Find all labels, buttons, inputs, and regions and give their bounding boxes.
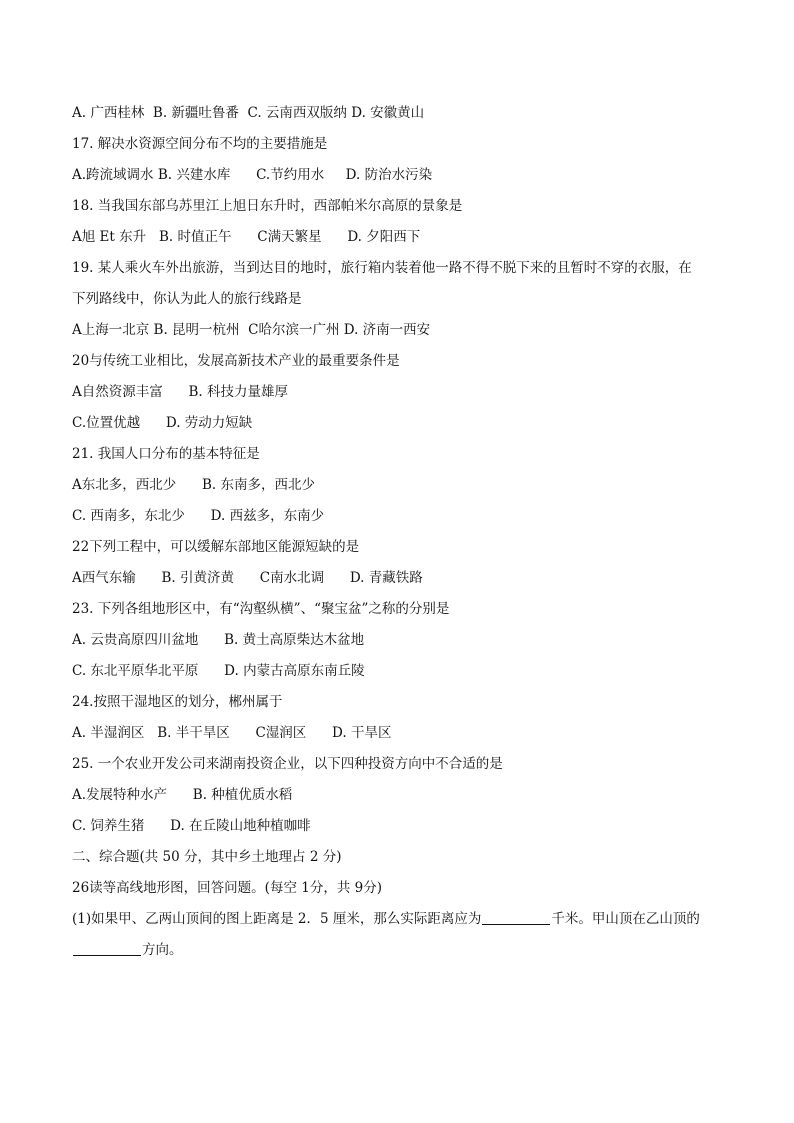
q17-options: A.跨流域调水 B. 兴建水库 C.节约用水 D. 防治水污染 (72, 167, 433, 183)
q18-options: A旭 Et 东升 B. 时值正午 C满天繁星 D. 夕阳西下 (72, 229, 421, 245)
q21-options-cd: C. 西南多，东北少 D. 西兹多，东南少 (72, 508, 325, 524)
q26-part1-text-c: 方向。 (142, 942, 183, 958)
q25-options-ab: A.发展特种水产 B. 种植优质水稻 (72, 787, 293, 803)
q22-options: A西气东输 B. 引黄济黄 C南水北调 D. 青藏铁路 (72, 570, 423, 586)
q16-options: A. 广西桂林 B. 新疆吐鲁番 C. 云南西双版纳 D. 安徽黄山 (72, 105, 425, 121)
q18-stem: 18. 当我国东部乌苏里江上旭日东升时，西部帕米尔高原的景象是 (72, 198, 463, 214)
q23-stem: 23. 下列各组地形区中，有“沟壑纵横”、“聚宝盆”之称的分别是 (72, 601, 450, 617)
q22-stem: 22下列工程中，可以缓解东部地区能源短缺的是 (72, 539, 360, 555)
q26-part1-text-b: 千米。甲山顶在乙山顶的 (551, 911, 700, 927)
q19-stem: 19. 某人乘火车外出旅游，当到达目的地时，旅行箱内装着他一路不得不脱下来的且暂时不穿的衣服，在 (72, 260, 692, 276)
q26-part1-text-a: (1)如果甲、乙两山顶间的图上距离是 2．5 厘米，那么实际距离应为 (72, 911, 482, 927)
q26-part1-cont (72, 935, 722, 966)
q26-part1 (72, 904, 722, 935)
q25-stem: 25. 一个农业开发公司来湖南投资企业，以下四种投资方向中不合适的是 (72, 756, 503, 772)
q20-stem: 20与传统工业相比，发展高新技术产业的最重要条件是 (72, 353, 400, 369)
q17-stem: 17. 解决水资源空间分布不均的主要措施是 (72, 136, 328, 152)
q23-options-cd: C. 东北平原华北平原 D. 内蒙古高原东南丘陵 (72, 663, 365, 679)
answer-blank-direction[interactable] (73, 941, 141, 956)
q19-stem-cont: 下列路线中，你认为此人的旅行线路是 (72, 291, 302, 307)
q21-options-ab: A东北多，西北少 B. 东南多，西北少 (72, 477, 315, 493)
section-heading: 二、综合题(共 50 分，其中乡土地理占 2 分) (72, 849, 342, 865)
q20-options-cd: C.位置优越 D. 劳动力短缺 (72, 415, 253, 431)
q26-stem: 26读等高线地形图，回答问题。(每空 1分，共 9分) (72, 880, 382, 896)
q24-stem: 24.按照干湿地区的划分，郴州属于 (72, 694, 283, 710)
q20-options-ab: A自然资源丰富 B. 科技力量雄厚 (72, 384, 288, 400)
q21-stem: 21. 我国人口分布的基本特征是 (72, 446, 260, 462)
question-content (72, 98, 722, 966)
q24-options: A. 半湿润区 B. 半干旱区 C湿润区 D. 干旱区 (72, 725, 392, 741)
q23-options-ab: A. 云贵高原四川盆地 B. 黄土高原柴达木盆地 (72, 632, 365, 648)
q25-options-cd: C. 饲养生猪 D. 在丘陵山地种植咖啡 (72, 818, 311, 834)
q19-options: A上海一北京 B. 昆明一杭州 C哈尔滨一广州 D. 济南一西安 (72, 322, 431, 338)
answer-blank-distance[interactable] (482, 910, 550, 925)
